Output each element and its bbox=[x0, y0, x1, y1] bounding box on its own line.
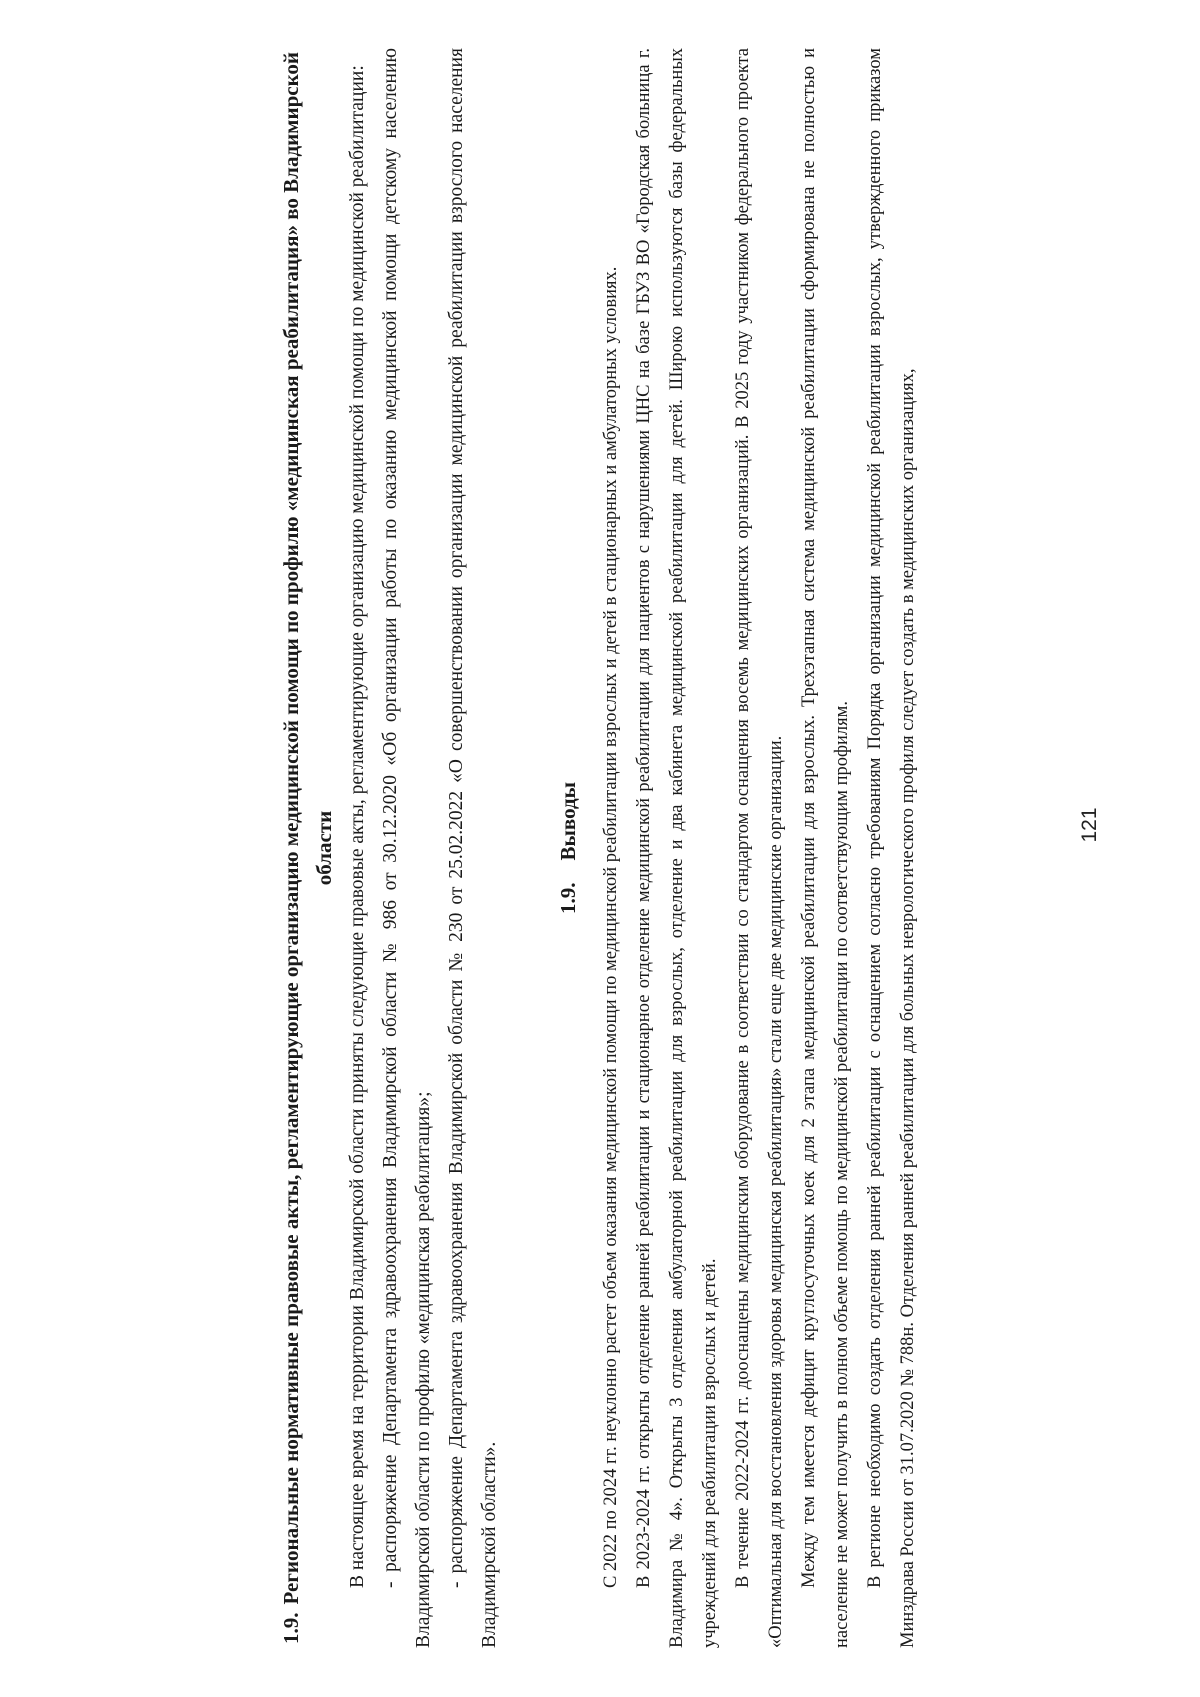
paragraph: Между тем имеется дефицит круглосуточных коек для 2 этапа медицинской реабилитации для взрослых. Трехэтапная система медицинской реабилитации сформирована не полностью и население не может получить в полном объеме помощь по медицинской реабилитации по соответствующим профилям. bbox=[799, 48, 852, 1648]
paragraph: - распоряжение Департамента здравоохранения Владимирской области № 230 от 25.02.2022 «О совершенствовании организации медицинской реабилитации взрослого населения Владимирской области». bbox=[446, 48, 500, 1648]
section-heading bbox=[275, 48, 341, 1648]
paragraph: - распоряжение Департамента здравоохранения Владимирской области № 986 от 30.12.2020 «Об организации работы по оказанию медицинской помощи детскому населению Владимирской области по профилю «медицинская реабилитация»; bbox=[380, 48, 434, 1648]
paragraph: В настоящее время на территории Владимирской области приняты следующие правовые акты, регламентирующие организацию медицинской помощи по медицинской реабилитации: bbox=[347, 65, 368, 1588]
conclusions-title: Выводы bbox=[556, 782, 580, 861]
section-title: Региональные нормативные правовые акты, регламентирующие организацию медицинской помощи по профилю «медицинская реабилитация» во Владимирской области bbox=[279, 51, 336, 1605]
rotated-page-content bbox=[275, 48, 925, 1648]
conclusions-heading bbox=[556, 48, 581, 1648]
paragraph: В регионе необходимо создать отделения ранней реабилитации с оснащением согласно требованиям Порядка организации медицинской реабилитации взрослых, утвержденного приказом Минздрава России от 31.07.2020 № 788н. Отделения ранней реабилитации для больных неврологического профиля следует создать в медицинских организациях, bbox=[865, 48, 918, 1648]
paragraph: С 2022 по 2024 гг. неуклонно растет объем оказания медицинской помощи по медицинской реабилитации взрослых и детей в стационарных и амбулаторных условиях. bbox=[601, 266, 621, 1588]
paragraph: В течение 2022-2024 гг. дооснащены медицинским оборудование в соответствии со стандартом оснащения восемь медицинских организаций. В 2025 году участником федерального проекта «Оптимальная для восстановления здоровья медицинская реабилитация» стали еще две медицинские организации. bbox=[733, 48, 786, 1648]
conclusions-number: 1.9. bbox=[556, 882, 580, 915]
section-number: 1.9. bbox=[279, 1612, 303, 1645]
paragraph: В 2023-2024 гг. открыты отделение ранней реабилитации и стационарное отделение медицинской реабилитации для пациентов с нарушениями ЦНС на базе ГБУЗ ВО «Городская больница г. Владимира № 4». Открыты 3 отделения амбулаторной реабилитации для взрослых, отделение и два кабинета медицинской реабилитации для детей. Широко используются базы федеральных учреждений для реабилитации взрослых и детей. bbox=[634, 48, 720, 1648]
page-number: 121 bbox=[1078, 807, 1101, 843]
